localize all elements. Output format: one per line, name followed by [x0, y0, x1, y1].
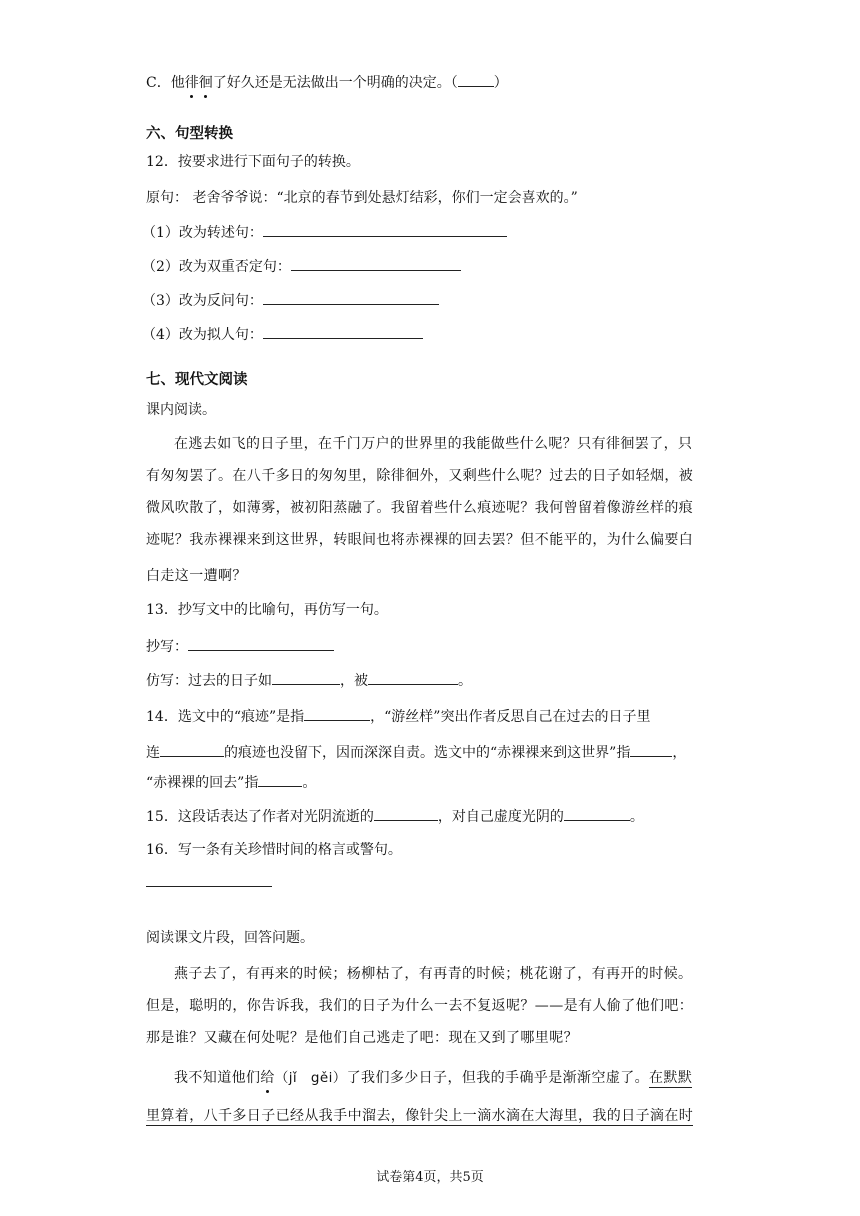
answer-blank[interactable] [374, 806, 438, 821]
answer-blank[interactable] [304, 706, 370, 721]
q13-imitate: 仿写：过去的日子如 ，被 。 [146, 670, 472, 691]
passage-line: 那是谁？又藏在何处呢？是他们自己逃走了吧：现在又到了哪里呢？ [146, 1030, 578, 1046]
q12-item-4: （4）改为拟人句： [142, 324, 423, 345]
section-6-title: 六、句型转换 [146, 126, 233, 142]
pinyin-choice: （jǐ gěi） [274, 1070, 347, 1086]
passage-line: 但是，聪明的，你告诉我，我们的日子为什么一去不复返呢？——是有人偷了他们吧： [146, 998, 694, 1014]
dotted-char: 徘 [184, 75, 199, 91]
passage-line: 有匆匆罢了。在八千多日的匆匆里，除徘徊外，又剩些什么呢？过去的日子如轻烟，被 [146, 468, 694, 484]
answer-blank[interactable] [630, 742, 672, 757]
passage-line: 我不知道他们给（jǐ gěi）了我们多少日子，但我的手确乎是渐渐空虚了。在默默 [174, 1070, 693, 1086]
answer-blank[interactable] [263, 290, 439, 305]
answer-blank[interactable] [146, 872, 272, 887]
passage-line: 白走这一遭啊？ [146, 568, 247, 584]
answer-blank[interactable] [458, 72, 494, 87]
passage-line: 燕子去了，有再来的时候；杨柳枯了，有再青的时候；桃花谢了，有再开的时候。 [174, 966, 693, 982]
underlined-text: 里算着，八千多日子已经从我手中溜去，像针尖上一滴水滴在大海里，我的日子滴在时 [146, 1108, 694, 1124]
answer-blank[interactable] [263, 324, 423, 339]
answer-blank[interactable] [564, 806, 630, 821]
page-footer: 试卷第4页，共5页 [376, 1170, 484, 1185]
section-7-title: 七、现代文阅读 [146, 372, 248, 388]
q12-item-2: （2）改为双重否定句： [142, 256, 461, 277]
dotted-char: 给 [260, 1070, 275, 1086]
answer-blank[interactable] [263, 222, 507, 237]
answer-blank[interactable] [258, 772, 302, 787]
q14-line-1: 14．选文中的“痕迹”是指 ，“游丝样”突出作者反思自己在过去的日子里 [146, 706, 650, 727]
passage-line: 迹呢？我赤裸裸来到这世界，转眼间也将赤裸裸的回去罢？但不能平的，为什么偏要白 [146, 532, 694, 548]
dotted-char: 徊 [198, 75, 213, 91]
q16-answer-line [146, 872, 272, 893]
q15: 15．这段话表达了作者对光阴流逝的 ，对自己虚度光阴的 。 [146, 806, 644, 827]
passage-line [146, 1106, 693, 1126]
q12-stem: 12．按要求进行下面句子的转换。 [146, 154, 360, 170]
q13-copy: 抄写： [146, 636, 334, 657]
q12-item-3: （3）改为反问句： [142, 290, 439, 311]
reading1-intro: 课内阅读。 [146, 402, 216, 418]
q14-line-2: 连 的痕迹也没留下，因而深深自责。选文中的“赤裸裸来到这世界”指 ， [146, 742, 686, 763]
q12-item-1: （1）改为转述句： [142, 222, 507, 243]
q14-line-3: “赤裸裸的回去”指 。 [146, 772, 316, 793]
passage-line: 微风吹散了，如薄雾，被初阳蒸融了。我留着些什么痕迹呢？我何曾留着像游丝样的痕 [146, 500, 694, 516]
option-c: C．他徘徊了好久还是无法做出一个明确的决定。（ ） [146, 72, 508, 93]
answer-blank[interactable] [188, 636, 334, 651]
q13-stem: 13．抄写文中的比喻句，再仿写一句。 [146, 602, 388, 618]
answer-blank[interactable] [160, 742, 224, 757]
underlined-text: 在默默 [649, 1070, 693, 1086]
q16-stem: 16．写一条有关珍惜时间的格言或警句。 [146, 842, 402, 858]
passage-line: 在逃去如飞的日子里，在千门万户的世界里的我能做些什么呢？只有徘徊罢了，只 [174, 436, 693, 452]
reading2-intro: 阅读课文片段，回答问题。 [146, 930, 314, 946]
q12-original: 原句： 老舍爷爷说：“北京的春节到处悬灯结彩，你们一定会喜欢的。” [146, 190, 578, 206]
answer-blank[interactable] [272, 670, 340, 685]
answer-blank[interactable] [368, 670, 458, 685]
answer-blank[interactable] [291, 256, 461, 271]
